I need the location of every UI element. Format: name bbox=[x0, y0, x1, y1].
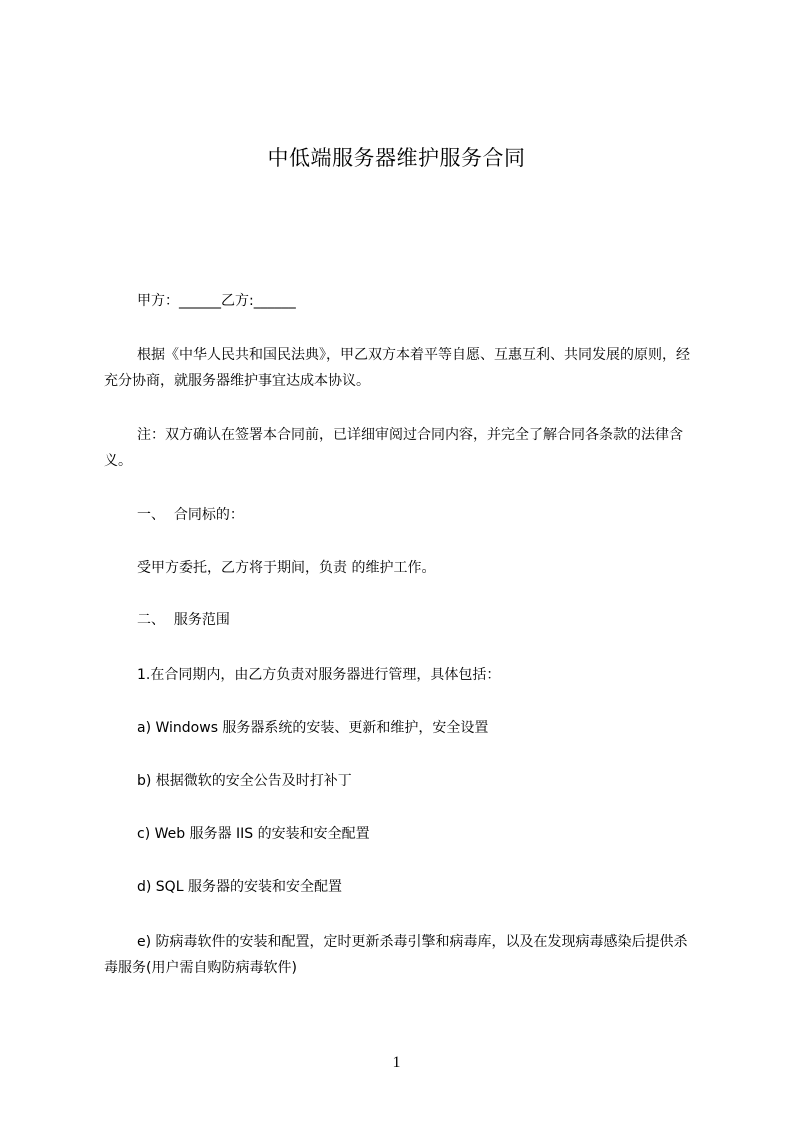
document-title: 中低端服务器维护服务合同 bbox=[267, 146, 526, 170]
service-item-b: b) 根据微软的安全公告及时打补丁 bbox=[137, 773, 352, 789]
page-number: 1 bbox=[392, 1054, 401, 1071]
note-paragraph: 注：双方确认在签署本合同前，已详细审阅过合同内容，并完全了解合同各条款的法律含义。 bbox=[104, 427, 683, 469]
service-item-1: 1.在合同期内，由乙方负责对服务器进行管理，具体包括： bbox=[137, 667, 501, 683]
service-item-d: d) SQL 服务器的安装和安全配置 bbox=[137, 879, 342, 895]
service-item-e: e) 防病毒软件的安装和配置，定时更新杀毒引擎和病毒库，以及在发现病毒感染后提供杀毒服务(用户需自购防病毒软件) bbox=[104, 934, 688, 976]
intro-paragraph: 根据《中华人民共和国民法典》，甲乙双方本着平等自愿、互惠互利、共同发展的原则，经充分协商，就服务器维护事宜达成本协议。 bbox=[104, 347, 690, 389]
section-1-text: 受甲方委托，乙方将于期间，负责 的维护工作。 bbox=[137, 560, 436, 576]
service-item-c: c) Web 服务器 IIS 的安装和安全配置 bbox=[137, 826, 370, 842]
service-item-a: a) Windows 服务器系统的安装、更新和维护，安全设置 bbox=[137, 720, 489, 736]
parties-line: 甲方：______乙方:______ bbox=[137, 293, 296, 309]
section-1-heading: 一、 合同标的： bbox=[137, 507, 244, 523]
section-2-heading: 二、 服务范围 bbox=[137, 612, 230, 628]
